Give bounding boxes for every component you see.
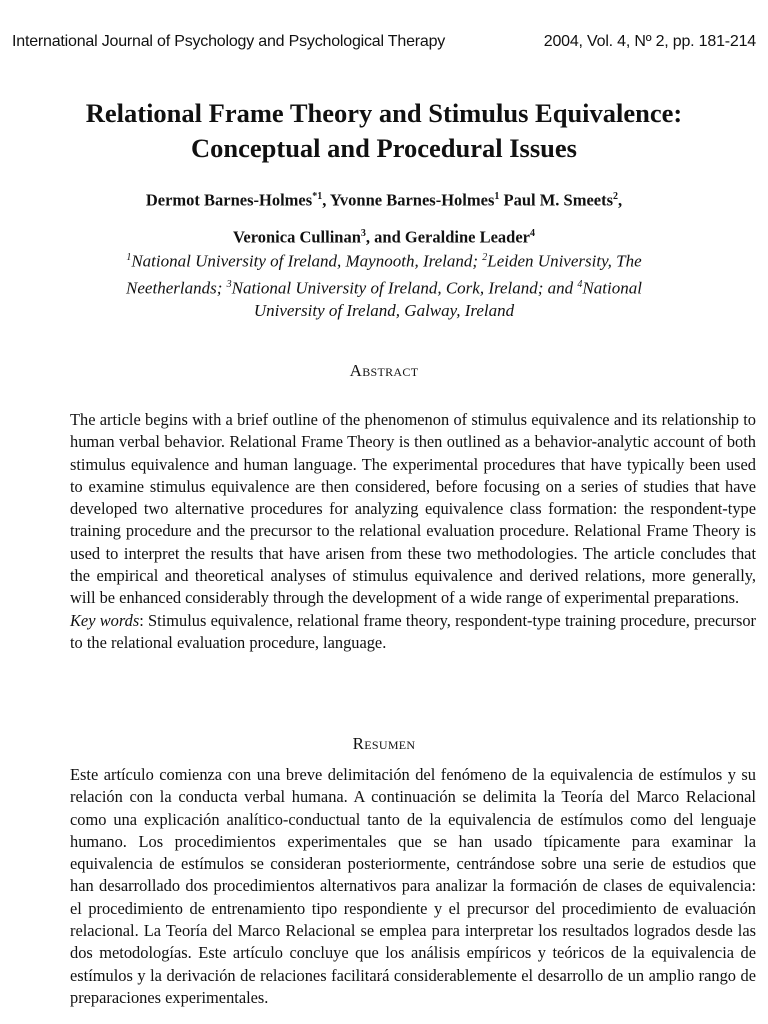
affiliation-marker: 4 [577, 278, 583, 290]
journal-name: International Journal of Psychology and Psychological Therapy [12, 33, 446, 50]
resumen-body: Este artículo comienza con una breve delimitación del fenómeno de la equivalencia de estímulos y su relación con la conducta verbal humana. A continuación se delimita la Teoría del Marco Relacional como una explicación analítico-conductual tanto de la equivalencia de estímulos como del lenguaje humano. Los procedimientos experimentales que se han usado típicamente para examinar la equivalencia de estímulos se consideran posteriormente, centrándose sobre una serie de estudios que han desarrollado dos procedimientos alternativos para analizar la formación de clases de equivalencia: el procedimiento de entrenamiento tipo respondiente y el precursor del procedimiento de evaluación relacional. La Teoría del Marco Relacional se emplea para interpretar los resultados logrados desde las dos metodologías. Este artículo concluye que los análisis empíricos y teóricos de la equivalencia de estímulos y la derivación de relaciones facilitará considerablemente el desarrollo de un amplio rango de preparaciones experimentales. [70, 765, 756, 1007]
author-marker: 1 [494, 191, 500, 202]
affiliation-text: National [582, 278, 642, 298]
affiliation-line-1 [0, 246, 768, 273]
paper-title [0, 96, 768, 166]
author-marker: *1 [312, 191, 323, 202]
running-header [12, 33, 756, 51]
affiliation-marker: 2 [482, 252, 488, 263]
affiliation-line-3 [0, 299, 768, 322]
citation-info: 2004, Vol. 4, Nº 2, pp. 181-214 [543, 33, 756, 50]
title-line-2: Conceptual and Procedural Issues [190, 133, 577, 163]
affiliation-text: Leiden University, The [487, 251, 642, 271]
affiliation-marker: 1 [126, 252, 132, 263]
title-line-1: Relational Frame Theory and Stimulus Equivalence: [85, 98, 683, 128]
affiliation-text: Neetherlands; [126, 278, 223, 298]
author-name: Dermot Barnes-Holmes [145, 190, 313, 210]
abstract-heading: Abstract [349, 361, 419, 380]
keywords-label: Key words [70, 610, 140, 630]
abstract-text: The article begins with a brief outline of the phenomenon of stimulus equivalence and its relationship to human verbal behavior. Relational Frame Theory is then outlined as a behavior-analytic account of both stimulus equivalence and human language. The experimental procedures that have typically been used to examine stimulus equivalence are then considered, before focusing on a series of studies that have developed two alternative procedures for analyzing equivalence class formation: the respondent-type training procedure and the precursor to the relational evaluation procedure. Relational Frame Theory is used to interpret the results that have arisen from these two methodologies. The article concludes that the empirical and theoretical analyses of stimulus equivalence and derived relations, more generally, will be enhanced considerably through the development of a wide range of experimental preparations. [70, 410, 756, 608]
author-line-2: Veronica Cullinan$^3$, and Geraldine Leader$^4$ [232, 227, 535, 246]
affiliation-text: University of Ireland, Galway, Ireland [253, 301, 515, 321]
author-line-1: Dermot Barnes-Holmes$^{*1}$, Yvonne Barnes-Holmes$^1$ Paul M. Smeets$^2$, [145, 190, 623, 210]
author-name: Paul M. Smeets [503, 190, 614, 210]
affiliation-text: National University of Ireland, Maynooth, Ireland; [131, 251, 479, 271]
resumen-heading: Resumen [352, 734, 416, 753]
author-list [0, 180, 768, 253]
author-marker: 2 [613, 191, 619, 202]
affiliations [0, 246, 768, 322]
affiliation-marker: 3 [226, 278, 232, 290]
abstract-body [70, 409, 756, 654]
author-name: and Geraldine Leader [374, 227, 530, 246]
author-name: Yvonne Barnes-Holmes [329, 190, 495, 210]
keywords-text: : Stimulus equivalence, relational frame theory, respondent-type training procedure, precursor to the relational evaluation procedure, language. [70, 610, 756, 652]
author-marker: 3 [360, 227, 366, 239]
author-name: Veronica Cullinan [232, 227, 361, 246]
affiliation-line-2 [0, 273, 768, 300]
affiliation-text: National University of Ireland, Cork, Ireland; and [231, 278, 574, 298]
author-marker: 4 [530, 227, 535, 239]
